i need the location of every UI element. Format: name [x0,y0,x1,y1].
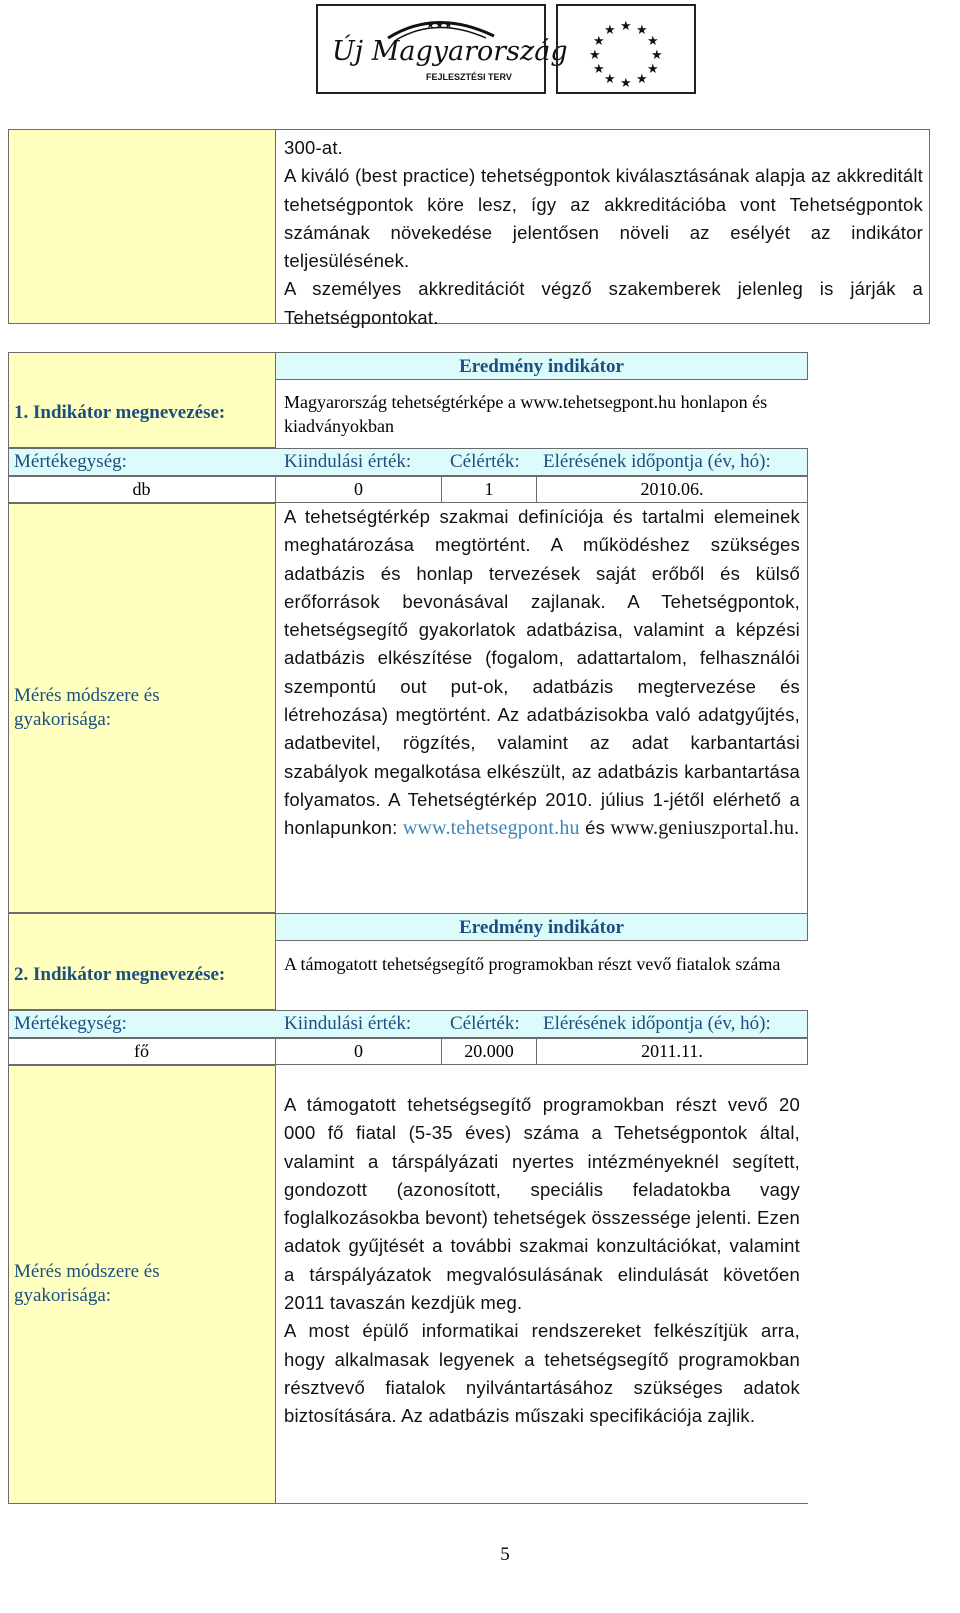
ind1-method-and: és [585,817,606,839]
ind1-name-label: 1. Indikátor megnevezése: [14,402,226,423]
ind2-start-value: 0 [354,1041,363,1061]
ind2-target-label: Célérték: [450,1013,520,1034]
logo-brand-subtitle: FEJLESZTÉSI TERV [426,72,512,82]
ind1-date-label: Elérésének időpontja (év, hó): [543,451,771,472]
ind1-name-value: Magyarország tehetségtérképe a www.tehetsegpont.hu honlapon és kiadványokban [284,392,768,436]
ind2-method-paragraph-2: A most épülő informatikai rendszereket felkészítjük arra, hogy alkalmasak legyenek a tehetségsegítő programokban résztvevő fiatalok nyilvántartásához szükséges adatok biztosítására. Az adatbázis műszaki specifikációja zajlik. [284,1320,800,1427]
ind2-method-label: Mérés módszere és gyakorisága: [14,1261,160,1306]
ind1-start-label: Kiindulási érték: [284,451,412,472]
eu-flag-logo [556,4,696,94]
ind2-unit-value: fő [134,1041,149,1061]
continuation-line-2: A kiváló (best practice) tehetségpontok kiválasztásának alapja az akkreditált tehetségpontok köre lesz, így az akkreditációba vont Tehetségpontok számának növekedése jelentősen növeli az esélyét az indikátor teljesülésének. [284,165,923,272]
ind1-method-link[interactable]: www.tehetsegpont.hu [402,817,580,840]
ind1-method-text [284,503,800,843]
ind1-target-label: Célérték: [450,451,520,472]
ind2-name-value: A támogatott tehetségsegítő programokban részt vevő fiatalok száma [284,954,781,974]
continuation-line-3: A személyes akkreditációt végző szakemberek jelenleg is járják a Tehetségpontokat. [284,278,923,328]
svg-text:★: ★ [620,19,632,34]
svg-text:★: ★ [604,72,616,87]
continuation-label-cell [8,129,276,324]
ind2-left-block [8,913,276,1010]
ind2-name-label: 2. Indikátor megnevezése: [14,964,226,985]
logo-brand-text: Új Magyarország [332,36,568,67]
ind1-start-value: 0 [354,479,363,499]
svg-text:★: ★ [593,34,605,49]
ind2-method-text [284,1091,800,1431]
page-number: 5 [500,1544,510,1565]
uj-magyarorszag-logo [316,4,568,94]
svg-text:★: ★ [636,72,648,87]
svg-text:★★★: ★★★ [426,20,453,31]
svg-text:★: ★ [636,23,648,38]
ind1-date-value: 2010.06. [640,479,704,499]
svg-text:★: ★ [620,76,632,91]
continuation-text [284,134,923,332]
ind2-date-value: 2011.11. [641,1041,703,1061]
continuation-line-1: 300-at. [284,137,343,158]
svg-text:★: ★ [589,48,601,63]
ind1-method-label: Mérés módszere és gyakorisága: [14,685,160,730]
ind1-left-block [8,352,276,448]
ind2-unit-label: Mértékegység: [14,1013,127,1034]
svg-text:★: ★ [604,23,616,38]
ind2-target-value: 20.000 [464,1041,514,1061]
ind1-target-value: 1 [484,479,494,499]
ind1-unit-label: Mértékegység: [14,451,127,472]
ind2-type-header: Eredmény indikátor [275,913,808,941]
svg-text:★: ★ [647,62,659,77]
ind2-method-paragraph-1: A támogatott tehetségsegítő programokban részt vevő 20 000 fő fiatal (5-35 éves) száma a Tehetségpontok által, valamint a társpályázati nyertes intézményeknél segített, gondozott (azonosított, speciális feladatokba vagy foglalkozásokba bevont) tehetségek összessége jelenti. Ezen adatok gyűjtését a további szakmai konzultációkat, valamint a társpályázatok megvalósulásának elindulását követően 2011 tavaszán kezdjük meg. [284,1094,800,1314]
ind2-date-label: Elérésének időpontja (év, hó): [543,1013,771,1034]
ind1-unit-value: db [132,479,151,499]
svg-text:★: ★ [651,48,663,63]
svg-text:★: ★ [593,62,605,77]
ind2-start-label: Kiindulási érték: [284,1013,412,1034]
ind1-type-header: Eredmény indikátor [275,352,808,380]
eu-stars-icon [558,6,694,92]
svg-text:★: ★ [647,34,659,49]
ind1-method-link2[interactable]: www.geniuszportal.hu. [610,817,800,840]
continuation-text-cell [275,129,930,328]
ind1-method-paragraph: A tehetségtérkép szakmai definíciója és tartalmi elemeinek meghatározása megtörtént. A működéshez szükséges adatbázis és honlap tervezések saját erőből és külső erőforrások bevonásával zajlanak. A Tehetségpontok, tehetségsegítő gyakorlatok adatbázisa, valamint a képzési adatbázis elkészítése (fogalom, adattartalom, felhasználói szempontú out put-ok, adatbázis megtervezése és létrehozása) megtörtént. Az adatbázisokba való adatgyűjtés, adatbevitel, rögzítés, valamint az adat karbantartási szabályok megalkotása elkészült, az adatbázis karbantartása folyamatos. A Tehetségtérkép 2010. július 1-jétől elérhető a honlapunkon: [284,506,800,839]
